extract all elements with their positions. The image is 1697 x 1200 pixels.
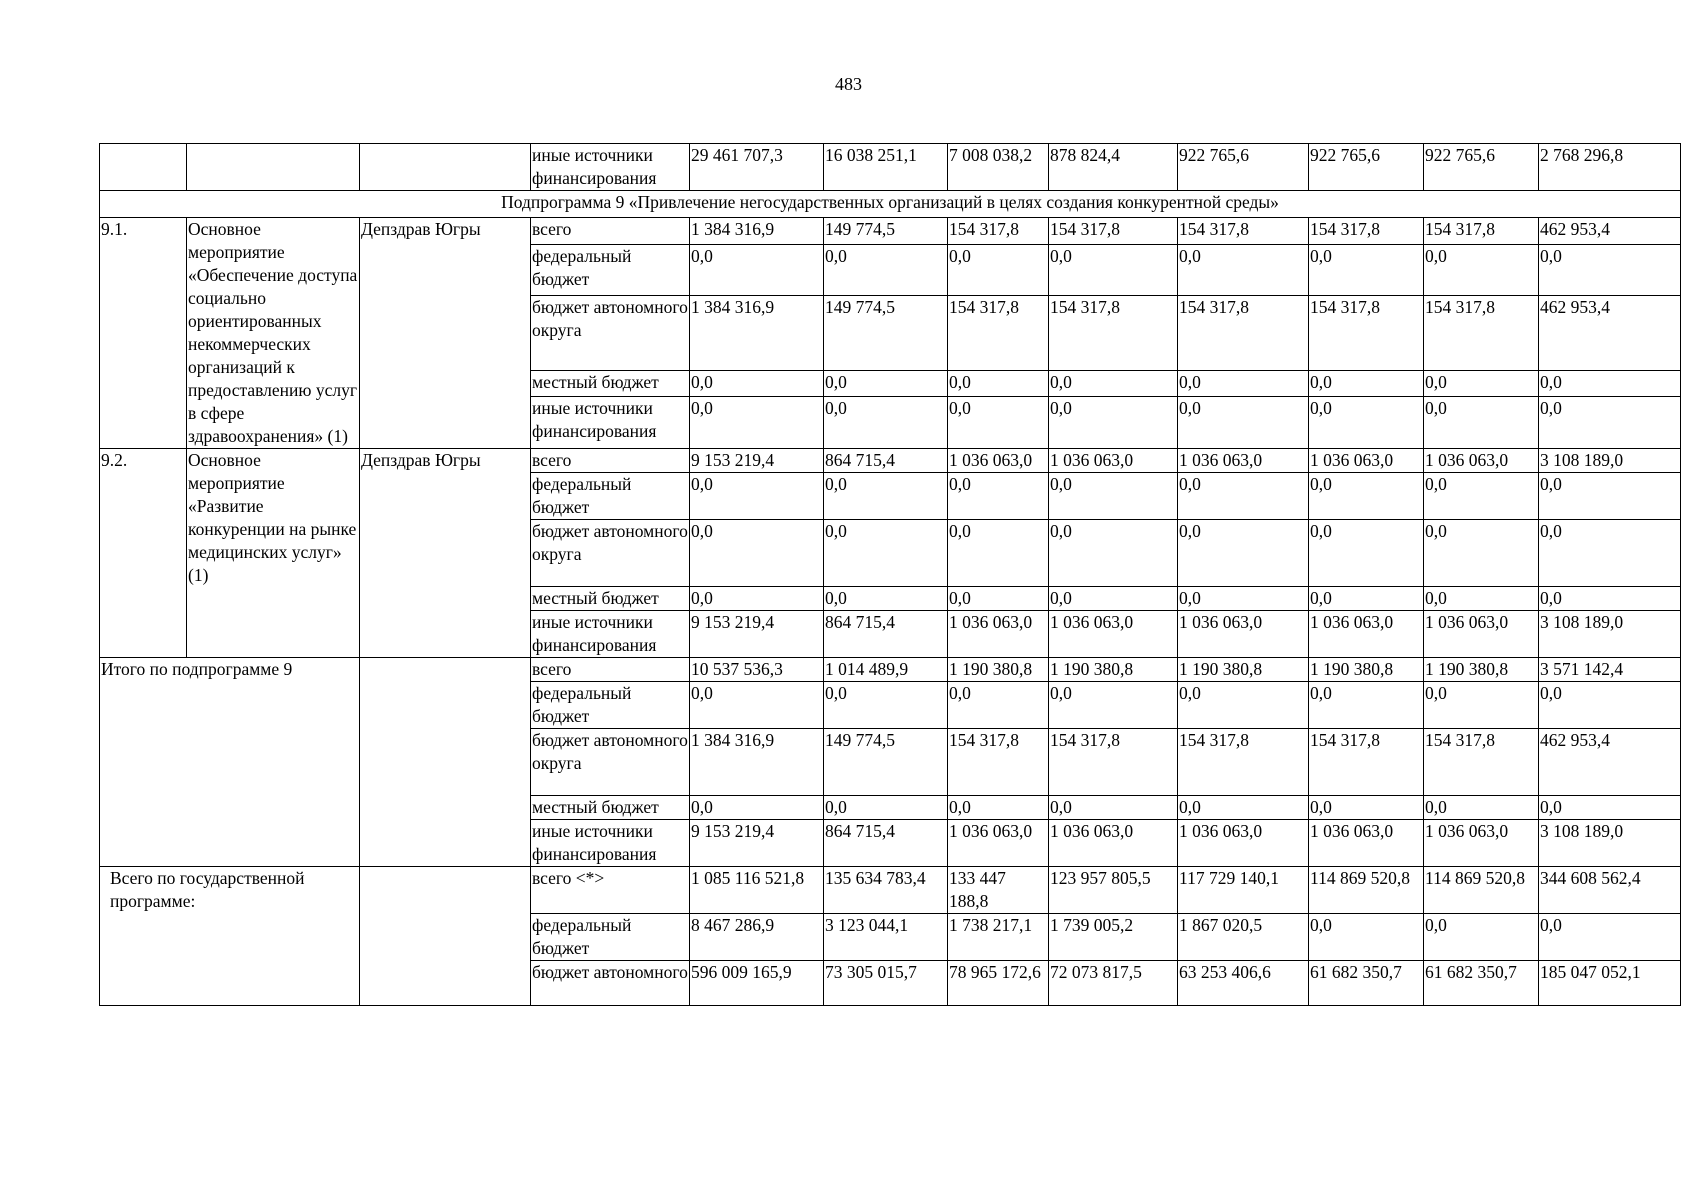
funding-source: федеральный бюджет	[531, 244, 690, 296]
value-cell: 0,0	[690, 244, 824, 296]
value-cell: 0,0	[1309, 914, 1424, 961]
value-cell: 1 036 063,0	[1178, 820, 1309, 867]
value-cell: 154 317,8	[1049, 296, 1178, 370]
value-cell: 0,0	[824, 397, 948, 449]
funding-source: всего	[531, 218, 690, 245]
funding-source: федеральный бюджет	[531, 682, 690, 729]
value-cell: 154 317,8	[1309, 296, 1424, 370]
value-cell: 78 965 172,6	[948, 961, 1049, 1006]
value-cell: 0,0	[1539, 520, 1681, 587]
value-cell: 1 036 063,0	[1309, 820, 1424, 867]
funding-source: иные источники финансирования	[531, 611, 690, 658]
value-cell: 154 317,8	[1424, 218, 1539, 245]
table-row	[100, 449, 1681, 473]
value-cell: 878 824,4	[1049, 144, 1178, 191]
value-cell: 0,0	[1309, 520, 1424, 587]
value-cell: 0,0	[1309, 587, 1424, 611]
value-cell: 1 036 063,0	[1178, 611, 1309, 658]
value-cell: 3 123 044,1	[824, 914, 948, 961]
table-row	[100, 218, 1681, 245]
funding-source: всего <*>	[531, 867, 690, 914]
value-cell: 73 305 015,7	[824, 961, 948, 1006]
value-cell: 462 953,4	[1539, 729, 1681, 796]
funding-source: местный бюджет	[531, 587, 690, 611]
value-cell: 0,0	[1049, 587, 1178, 611]
funding-source: иные источники финансирования	[531, 144, 690, 191]
value-cell: 185 047 052,1	[1539, 961, 1681, 1006]
value-cell: 596 009 165,9	[690, 961, 824, 1006]
value-cell: 0,0	[690, 370, 824, 397]
executor: Депздрав Югры	[360, 449, 531, 658]
value-cell: 1 036 063,0	[1309, 449, 1424, 473]
value-cell: 0,0	[1539, 796, 1681, 820]
value-cell: 114 869 520,8	[1309, 867, 1424, 914]
value-cell: 344 608 562,4	[1539, 867, 1681, 914]
funding-source: местный бюджет	[531, 796, 690, 820]
value-cell: 1 190 380,8	[1049, 658, 1178, 682]
funding-source: местный бюджет	[531, 370, 690, 397]
value-cell: 1 036 063,0	[948, 611, 1049, 658]
item-number: 9.1.	[100, 218, 187, 449]
value-cell: 0,0	[690, 682, 824, 729]
value-cell: 0,0	[1178, 244, 1309, 296]
funding-source: федеральный бюджет	[531, 473, 690, 520]
value-cell: 0,0	[1049, 244, 1178, 296]
value-cell: 154 317,8	[1178, 296, 1309, 370]
value-cell: 154 317,8	[1049, 218, 1178, 245]
value-cell: 0,0	[1424, 473, 1539, 520]
value-cell: 0,0	[1049, 796, 1178, 820]
value-cell: 9 153 219,4	[690, 611, 824, 658]
value-cell: 0,0	[1049, 370, 1178, 397]
table-row	[100, 144, 1681, 191]
value-cell: 0,0	[690, 397, 824, 449]
value-cell: 1 036 063,0	[1049, 449, 1178, 473]
value-cell: 3 108 189,0	[1539, 449, 1681, 473]
page-number: 483	[835, 74, 862, 94]
value-cell: 3 108 189,0	[1539, 611, 1681, 658]
value-cell: 0,0	[1049, 473, 1178, 520]
item-name	[187, 144, 360, 191]
item-number	[100, 144, 187, 191]
value-cell: 0,0	[1539, 370, 1681, 397]
value-cell: 0,0	[948, 397, 1049, 449]
value-cell: 0,0	[824, 587, 948, 611]
value-cell: 0,0	[948, 370, 1049, 397]
value-cell: 0,0	[1178, 473, 1309, 520]
value-cell: 154 317,8	[948, 218, 1049, 245]
subprogram-header-row	[100, 191, 1681, 218]
total-label: Всего по государственной программе:	[100, 867, 360, 1006]
value-cell: 0,0	[1309, 473, 1424, 520]
value-cell: 0,0	[824, 682, 948, 729]
value-cell: 1 190 380,8	[1424, 658, 1539, 682]
value-cell: 922 765,6	[1424, 144, 1539, 191]
value-cell: 149 774,5	[824, 218, 948, 245]
value-cell: 0,0	[1309, 244, 1424, 296]
value-cell: 0,0	[1539, 244, 1681, 296]
value-cell: 3 108 189,0	[1539, 820, 1681, 867]
value-cell: 0,0	[824, 796, 948, 820]
value-cell: 154 317,8	[1178, 729, 1309, 796]
value-cell: 0,0	[1539, 914, 1681, 961]
value-cell: 154 317,8	[948, 296, 1049, 370]
value-cell: 1 036 063,0	[1424, 820, 1539, 867]
value-cell: 1 867 020,5	[1178, 914, 1309, 961]
value-cell: 29 461 707,3	[690, 144, 824, 191]
value-cell: 0,0	[1309, 397, 1424, 449]
value-cell: 922 765,6	[1178, 144, 1309, 191]
funding-source: бюджет автономного	[531, 961, 690, 1006]
value-cell: 10 537 536,3	[690, 658, 824, 682]
value-cell: 0,0	[1309, 682, 1424, 729]
funding-source: бюджет автономного округа	[531, 729, 690, 796]
value-cell: 0,0	[690, 587, 824, 611]
executor	[360, 144, 531, 191]
total-label: Итого по подпрограмме 9	[100, 658, 360, 867]
value-cell: 0,0	[1178, 682, 1309, 729]
item-name: Основное мероприятие «Обеспечение доступа социально ориентированных некоммерческих организаций к предоставлению услуг в сфере здравоохранения» (1)	[187, 218, 360, 449]
executor: Депздрав Югры	[360, 218, 531, 449]
value-cell: 0,0	[948, 682, 1049, 729]
value-cell: 462 953,4	[1539, 296, 1681, 370]
value-cell: 1 384 316,9	[690, 729, 824, 796]
value-cell: 864 715,4	[824, 820, 948, 867]
value-cell: 0,0	[1178, 370, 1309, 397]
value-cell: 1 190 380,8	[948, 658, 1049, 682]
value-cell: 0,0	[824, 520, 948, 587]
value-cell: 0,0	[1539, 397, 1681, 449]
value-cell: 1 384 316,9	[690, 296, 824, 370]
value-cell: 154 317,8	[1309, 729, 1424, 796]
funding-source: федеральный бюджет	[531, 914, 690, 961]
value-cell: 0,0	[948, 244, 1049, 296]
value-cell: 149 774,5	[824, 296, 948, 370]
executor	[360, 867, 531, 1006]
value-cell: 0,0	[948, 587, 1049, 611]
value-cell: 154 317,8	[1309, 218, 1424, 245]
value-cell: 0,0	[1309, 796, 1424, 820]
value-cell: 1 190 380,8	[1309, 658, 1424, 682]
value-cell: 133 447 188,8	[948, 867, 1049, 914]
value-cell: 0,0	[1049, 682, 1178, 729]
value-cell: 0,0	[1178, 796, 1309, 820]
value-cell: 0,0	[1424, 244, 1539, 296]
value-cell: 16 038 251,1	[824, 144, 948, 191]
value-cell: 0,0	[1424, 370, 1539, 397]
value-cell: 0,0	[824, 244, 948, 296]
funding-source: бюджет автономного округа	[531, 520, 690, 587]
value-cell: 1 384 316,9	[690, 218, 824, 245]
value-cell: 922 765,6	[1309, 144, 1424, 191]
subprogram-title: Подпрограмма 9 «Привлечение негосударственных организаций в целях создания конкурентной среды»	[100, 191, 1681, 218]
value-cell: 154 317,8	[948, 729, 1049, 796]
value-cell: 135 634 783,4	[824, 867, 948, 914]
value-cell: 0,0	[1539, 473, 1681, 520]
value-cell: 864 715,4	[824, 449, 948, 473]
value-cell: 1 014 489,9	[824, 658, 948, 682]
value-cell: 1 739 005,2	[1049, 914, 1178, 961]
value-cell: 63 253 406,6	[1178, 961, 1309, 1006]
value-cell: 154 317,8	[1424, 729, 1539, 796]
value-cell: 154 317,8	[1178, 218, 1309, 245]
value-cell: 0,0	[1049, 397, 1178, 449]
funding-source: всего	[531, 658, 690, 682]
item-name: Основное мероприятие «Развитие конкуренции на рынке медицинских услуг» (1)	[187, 449, 360, 658]
value-cell: 7 008 038,2	[948, 144, 1049, 191]
value-cell: 1 036 063,0	[948, 449, 1049, 473]
value-cell: 1 036 063,0	[1424, 611, 1539, 658]
value-cell: 0,0	[1424, 796, 1539, 820]
value-cell: 0,0	[948, 520, 1049, 587]
value-cell: 0,0	[690, 473, 824, 520]
value-cell: 61 682 350,7	[1424, 961, 1539, 1006]
value-cell: 864 715,4	[824, 611, 948, 658]
funding-source: всего	[531, 449, 690, 473]
value-cell: 9 153 219,4	[690, 449, 824, 473]
table-row	[100, 658, 1681, 682]
value-cell: 154 317,8	[1049, 729, 1178, 796]
value-cell: 0,0	[1539, 587, 1681, 611]
value-cell: 1 036 063,0	[948, 820, 1049, 867]
value-cell: 8 467 286,9	[690, 914, 824, 961]
value-cell: 0,0	[1424, 520, 1539, 587]
value-cell: 0,0	[1424, 397, 1539, 449]
value-cell: 0,0	[1309, 370, 1424, 397]
value-cell: 1 036 063,0	[1049, 611, 1178, 658]
budget-table	[99, 143, 1681, 1006]
value-cell: 0,0	[690, 796, 824, 820]
value-cell: 0,0	[1178, 587, 1309, 611]
executor	[360, 658, 531, 867]
value-cell: 0,0	[1049, 520, 1178, 587]
value-cell: 9 153 219,4	[690, 820, 824, 867]
value-cell: 3 571 142,4	[1539, 658, 1681, 682]
value-cell: 1 036 063,0	[1424, 449, 1539, 473]
value-cell: 123 957 805,5	[1049, 867, 1178, 914]
value-cell: 0,0	[1424, 682, 1539, 729]
value-cell: 0,0	[690, 520, 824, 587]
value-cell: 2 768 296,8	[1539, 144, 1681, 191]
value-cell: 0,0	[1178, 397, 1309, 449]
value-cell: 0,0	[824, 370, 948, 397]
value-cell: 1 036 063,0	[1178, 449, 1309, 473]
value-cell: 1 190 380,8	[1178, 658, 1309, 682]
funding-source: иные источники финансирования	[531, 820, 690, 867]
value-cell: 117 729 140,1	[1178, 867, 1309, 914]
table-row	[100, 867, 1681, 914]
funding-source: бюджет автономного округа	[531, 296, 690, 370]
value-cell: 0,0	[824, 473, 948, 520]
value-cell: 1 085 116 521,8	[690, 867, 824, 914]
value-cell: 0,0	[1424, 914, 1539, 961]
value-cell: 1 036 063,0	[1049, 820, 1178, 867]
value-cell: 72 073 817,5	[1049, 961, 1178, 1006]
value-cell: 154 317,8	[1424, 296, 1539, 370]
value-cell: 1 036 063,0	[1309, 611, 1424, 658]
value-cell: 114 869 520,8	[1424, 867, 1539, 914]
value-cell: 0,0	[948, 473, 1049, 520]
item-number: 9.2.	[100, 449, 187, 658]
value-cell: 462 953,4	[1539, 218, 1681, 245]
value-cell: 149 774,5	[824, 729, 948, 796]
value-cell: 0,0	[1424, 587, 1539, 611]
value-cell: 0,0	[948, 796, 1049, 820]
value-cell: 61 682 350,7	[1309, 961, 1424, 1006]
value-cell: 0,0	[1178, 520, 1309, 587]
value-cell: 0,0	[1539, 682, 1681, 729]
value-cell: 1 738 217,1	[948, 914, 1049, 961]
funding-source: иные источники финансирования	[531, 397, 690, 449]
